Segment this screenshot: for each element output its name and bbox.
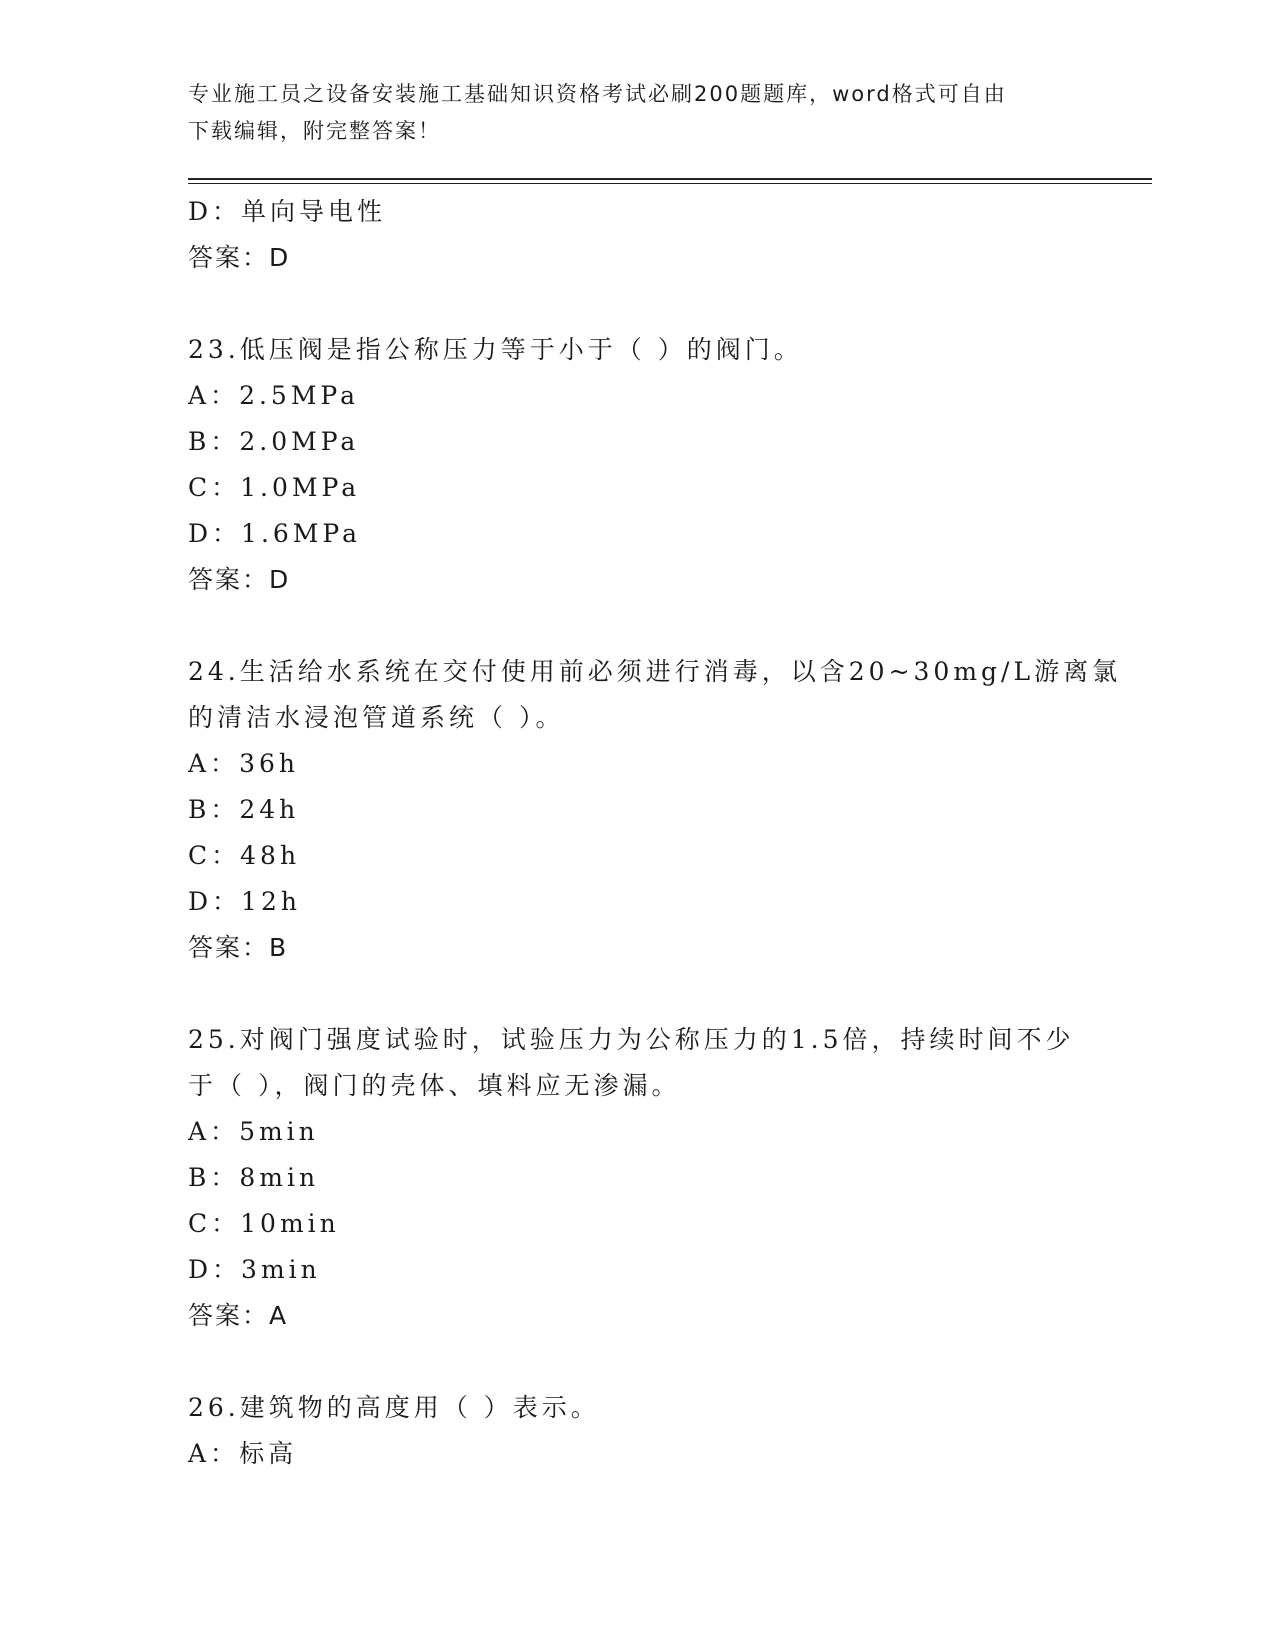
- option-label: C：: [188, 1209, 241, 1238]
- option-text: 1.6MPa: [241, 519, 362, 548]
- option-text: 24h: [239, 795, 300, 824]
- document-header: [188, 76, 1088, 150]
- option-label: D：: [188, 519, 242, 548]
- header-line-1: 专业施工员之设备安装施工基础知识资格考试必刷200题题库，word格式可自由: [188, 82, 1007, 106]
- option-row: [188, 879, 1088, 925]
- option-row: [188, 465, 1088, 511]
- option-label: A：: [188, 1439, 240, 1468]
- option-text: 标高: [239, 1439, 298, 1468]
- option-text: 5min: [239, 1117, 319, 1146]
- option-label: D：: [188, 1255, 242, 1284]
- option-label: C：: [188, 473, 241, 502]
- option-label: B：: [188, 1163, 240, 1192]
- option-label: A：: [188, 1117, 240, 1146]
- answer-row: [188, 557, 1088, 603]
- answer-value: B: [269, 933, 289, 962]
- answer-label: 答案：: [188, 565, 270, 594]
- option-label: D：: [188, 887, 242, 916]
- option-text: 8min: [239, 1163, 320, 1192]
- question-gap: [188, 603, 1088, 649]
- option-text: 2.0MPa: [239, 427, 360, 456]
- question-text: 于（ ），阀门的壳体、填料应无渗漏。: [188, 1071, 681, 1100]
- option-text: 48h: [240, 841, 301, 870]
- question-stem: [188, 1017, 1088, 1063]
- option-row: [188, 1431, 1088, 1477]
- question-gap: [188, 281, 1088, 327]
- option-text: 12h: [241, 887, 301, 916]
- question-number: 24.: [188, 657, 240, 686]
- question-stem-continued: [188, 695, 1088, 741]
- question-stem: [188, 327, 1088, 373]
- question-stem-continued: [188, 1063, 1088, 1109]
- answer-row: [188, 925, 1088, 971]
- option-text: 10min: [240, 1209, 340, 1238]
- option-row: [188, 1201, 1088, 1247]
- header-divider-thin: [188, 183, 1152, 184]
- option-row: [188, 741, 1088, 787]
- answer-value: D: [269, 565, 291, 594]
- answer-row: [188, 1293, 1088, 1339]
- answer-value: A: [269, 1301, 289, 1330]
- option-row: [188, 373, 1088, 419]
- question-number: 23.: [188, 335, 240, 364]
- header-line-2: 下载编辑，附完整答案！: [188, 119, 441, 143]
- answer-label: 答案：: [188, 243, 270, 272]
- option-label: A：: [188, 381, 240, 410]
- header-divider-thick: [188, 178, 1152, 180]
- option-row: [188, 1155, 1088, 1201]
- answer-label: 答案：: [188, 933, 270, 962]
- option-row: [188, 419, 1088, 465]
- question-stem: [188, 1385, 1088, 1431]
- question-text: 生活给水系统在交付使用前必须进行消毒，以含20~30mg/L游离氯: [239, 657, 1122, 686]
- option-row: [188, 189, 1088, 235]
- option-label: A：: [188, 749, 240, 778]
- answer-value: D: [269, 243, 291, 272]
- option-label: B：: [188, 795, 240, 824]
- question-number: 26.: [188, 1393, 240, 1422]
- option-label: D：: [188, 197, 242, 226]
- option-row: [188, 1109, 1088, 1155]
- question-text: 的清洁水浸泡管道系统（ ）。: [188, 703, 565, 732]
- option-text: 3min: [241, 1255, 321, 1284]
- answer-label: 答案：: [188, 1301, 270, 1330]
- option-row: [188, 833, 1088, 879]
- option-row: [188, 1247, 1088, 1293]
- question-text: 对阀门强度试验时，试验压力为公称压力的1.5倍，持续时间不少: [239, 1025, 1075, 1054]
- option-row: [188, 787, 1088, 833]
- question-text: 建筑物的高度用（ ）表示。: [239, 1393, 600, 1422]
- question-gap: [188, 1339, 1088, 1385]
- option-text: 单向导电性: [241, 197, 387, 226]
- option-row: [188, 511, 1088, 557]
- question-stem: [188, 649, 1122, 695]
- option-text: 36h: [239, 749, 299, 778]
- option-label: C：: [188, 841, 241, 870]
- option-text: 1.0MPa: [240, 473, 361, 502]
- option-text: 2.5MPa: [239, 381, 360, 410]
- question-gap: [188, 971, 1088, 1017]
- answer-row: [188, 235, 1088, 281]
- option-label: B：: [188, 427, 240, 456]
- question-text: 低压阀是指公称压力等于小于（ ）的阀门。: [239, 335, 803, 364]
- question-number: 25.: [188, 1025, 240, 1054]
- question-list: [188, 189, 1122, 1477]
